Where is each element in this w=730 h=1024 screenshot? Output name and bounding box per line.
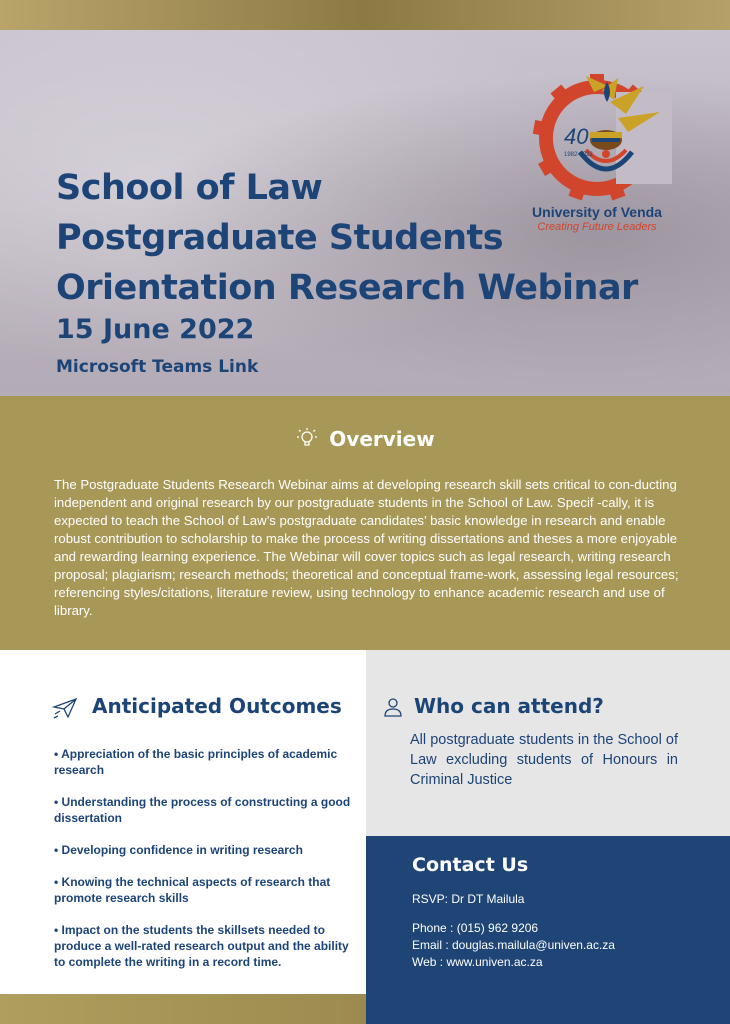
list-item: • Appreciation of the basic principles of academic research	[54, 747, 338, 777]
outcomes-heading-row	[52, 694, 342, 719]
university-name: University of Venda	[532, 204, 662, 220]
attend-heading-row	[384, 694, 604, 718]
header-banner	[0, 30, 730, 396]
university-tagline: Creating Future Leaders	[537, 221, 657, 233]
contact-phone[interactable]: Phone : (015) 962 9206	[412, 921, 539, 935]
title-line-3: Orientation Research Webinar	[56, 268, 638, 308]
contact-email[interactable]: Email : douglas.mailula@univen.ac.za	[412, 938, 615, 952]
attend-section	[366, 650, 730, 836]
contact-heading: Contact Us	[412, 854, 529, 876]
overview-heading: Overview	[329, 427, 435, 451]
univen-emblem-icon	[522, 72, 672, 204]
contact-rsvp: RSVP: Dr DT Mailula	[412, 892, 525, 906]
event-date: 15 June 2022	[56, 314, 255, 345]
teams-link[interactable]: Microsoft Teams Link	[56, 357, 259, 377]
overview-heading-row	[0, 426, 730, 455]
bottom-gold-bar	[0, 994, 366, 1024]
anniversary-number: 40	[564, 124, 589, 149]
lightbulb-icon	[295, 426, 319, 455]
list-item: • Developing confidence in writing research	[54, 843, 303, 857]
university-logo	[522, 72, 672, 237]
outcomes-section	[0, 650, 366, 994]
outcomes-list	[54, 746, 354, 986]
contact-section	[366, 836, 730, 1024]
outcomes-heading: Anticipated Outcomes	[92, 694, 342, 718]
title-line-1: School of Law	[56, 168, 323, 208]
contact-web[interactable]: Web : www.univen.ac.za	[412, 955, 543, 969]
title-line-2: Postgraduate Students	[56, 218, 504, 258]
overview-body: The Postgraduate Students Research Webinar aims at developing research skill sets critical to con-ducting independent and original research by our postgraduate students in the School of Law. Specif -cally, it is expected to teach the School of Law’s postgraduate candidates’ basic knowledge in research and enable robust contribution to scholarship to make the process of writing dissertations and theses a more enjoyable and rewarding learning experience. The Webinar will cover topics such as legal research, writing research proposal; plagiarism; research methods; theoretical and conceptual frame-work, assessing legal resources; referencing styles/citations, literature review, using technology to enhance academic research and use of library.	[54, 477, 679, 618]
attend-heading: Who can attend?	[414, 694, 604, 718]
contact-details	[412, 920, 615, 971]
anniversary-years: 1982-2022	[564, 152, 593, 158]
top-gold-strip	[0, 0, 730, 30]
list-item: • Impact on the students the skillsets needed to produce a well-rated research output and the ability to complete the writing in a record time.	[54, 923, 349, 969]
overview-section	[0, 396, 730, 650]
list-item: • Knowing the technical aspects of research that promote research skills	[54, 875, 331, 905]
paper-plane-icon	[52, 697, 78, 719]
attend-body: All postgraduate students in the School of Law excluding students of Honours in Criminal Justice	[410, 732, 678, 788]
list-item: • Understanding the process of constructing a good dissertation	[54, 795, 351, 825]
person-icon	[384, 697, 402, 717]
